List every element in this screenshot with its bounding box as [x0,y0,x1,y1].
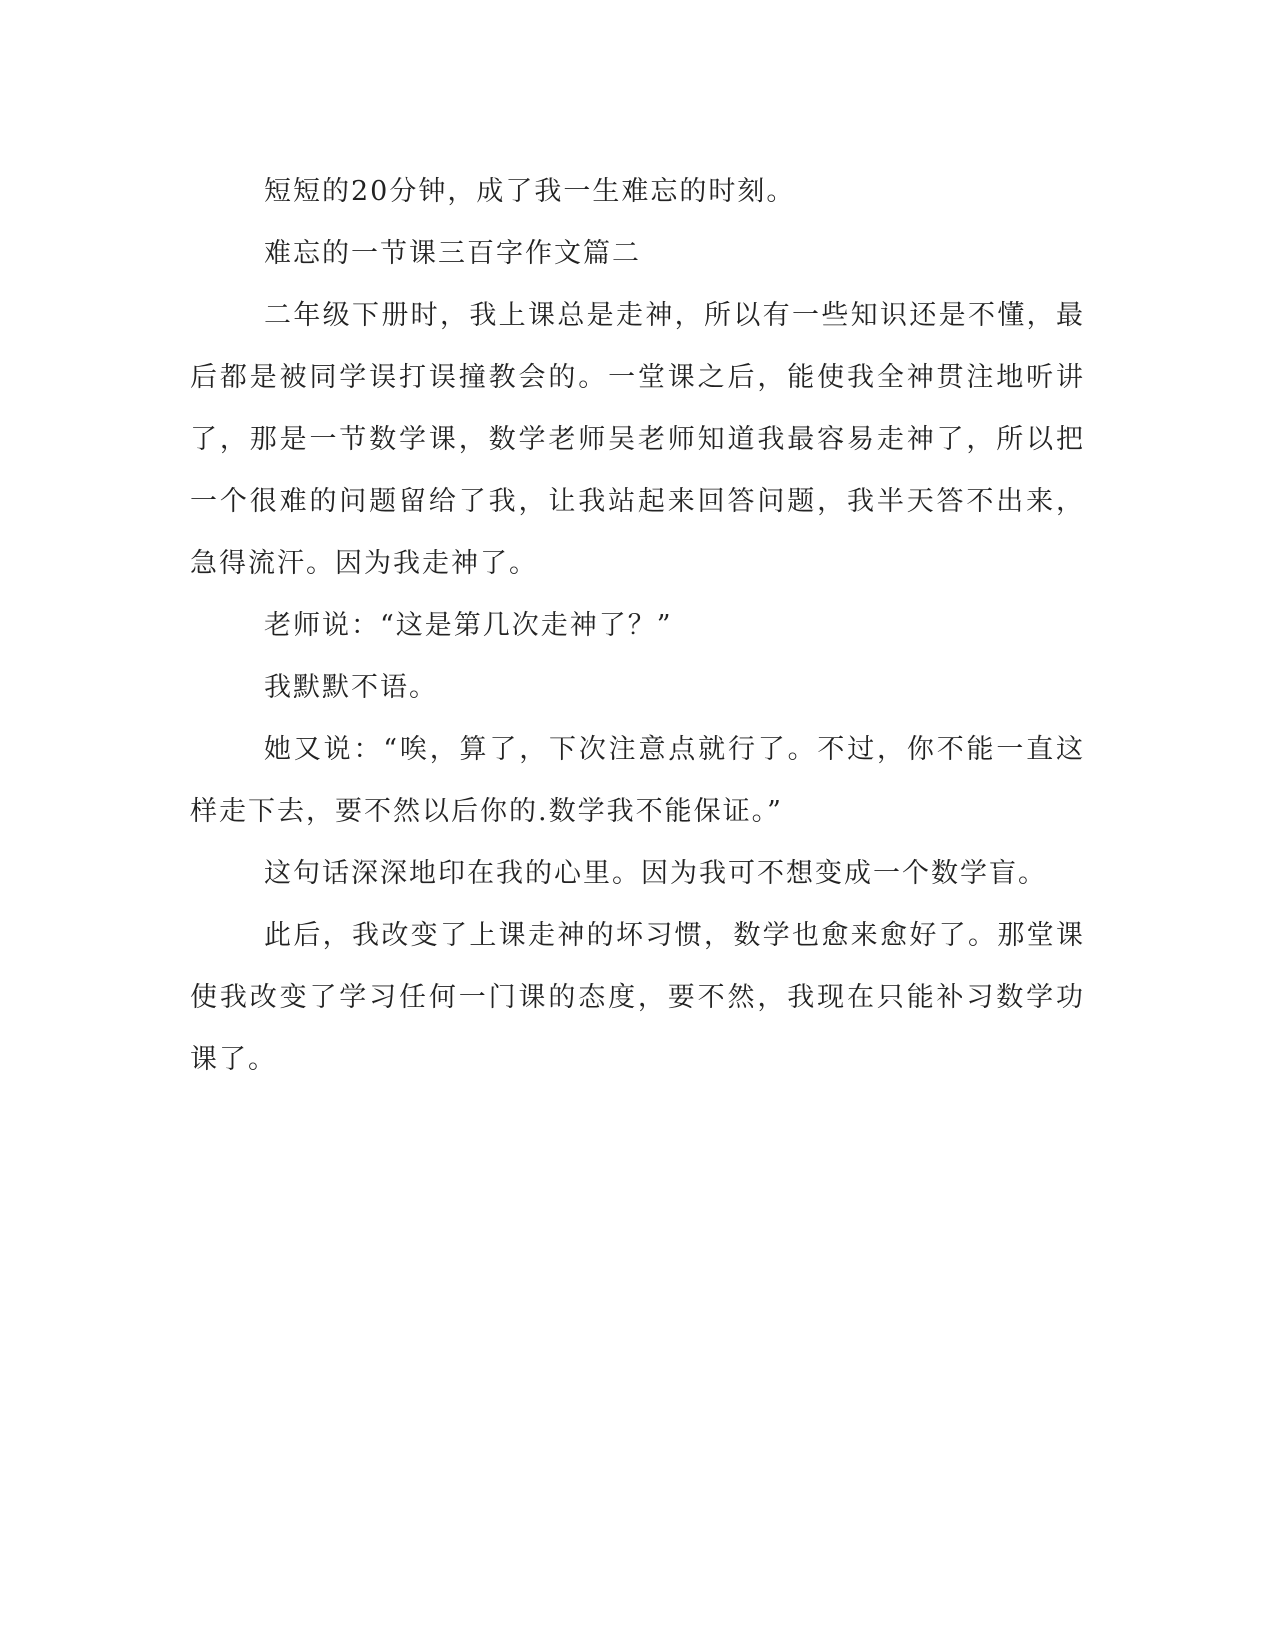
paragraph-silence: 我默默不语。 [264,672,438,703]
paragraph-teacher-question: 老师说：“这是第几次走神了？” [264,610,673,641]
paragraph-teacher-warning: 她又说：“唉，算了，下次注意点就行了。不过，你不能一直这样走下去，要不然以后你的.数学我不能保证。” [190,734,1085,827]
paragraph-story-intro: 二年级下册时，我上课总是走神，所以有一些知识还是不懂，最后都是被同学误打误撞教会的。一堂课之后，能使我全神贯注地听讲了，那是一节数学课，数学老师吴老师知道我最容易走神了，所以把一个很难的问题留给了我，让我站起来回答问题，我半天答不出来，急得流汗。因为我走神了。 [190,300,1085,579]
document-body [190,161,1085,1091]
paragraph-closing-line: 短短的20分钟，成了我一生难忘的时刻。 [264,176,796,207]
section-heading: 难忘的一节课三百字作文篇二 [264,238,641,269]
paragraph-reflection: 这句话深深地印在我的心里。因为我可不想变成一个数学盲。 [264,858,1047,889]
paragraph-conclusion: 此后，我改变了上课走神的坏习惯，数学也愈来愈好了。那堂课使我改变了学习任何一门课的态度，要不然，我现在只能补习数学功课了。 [190,920,1085,1075]
